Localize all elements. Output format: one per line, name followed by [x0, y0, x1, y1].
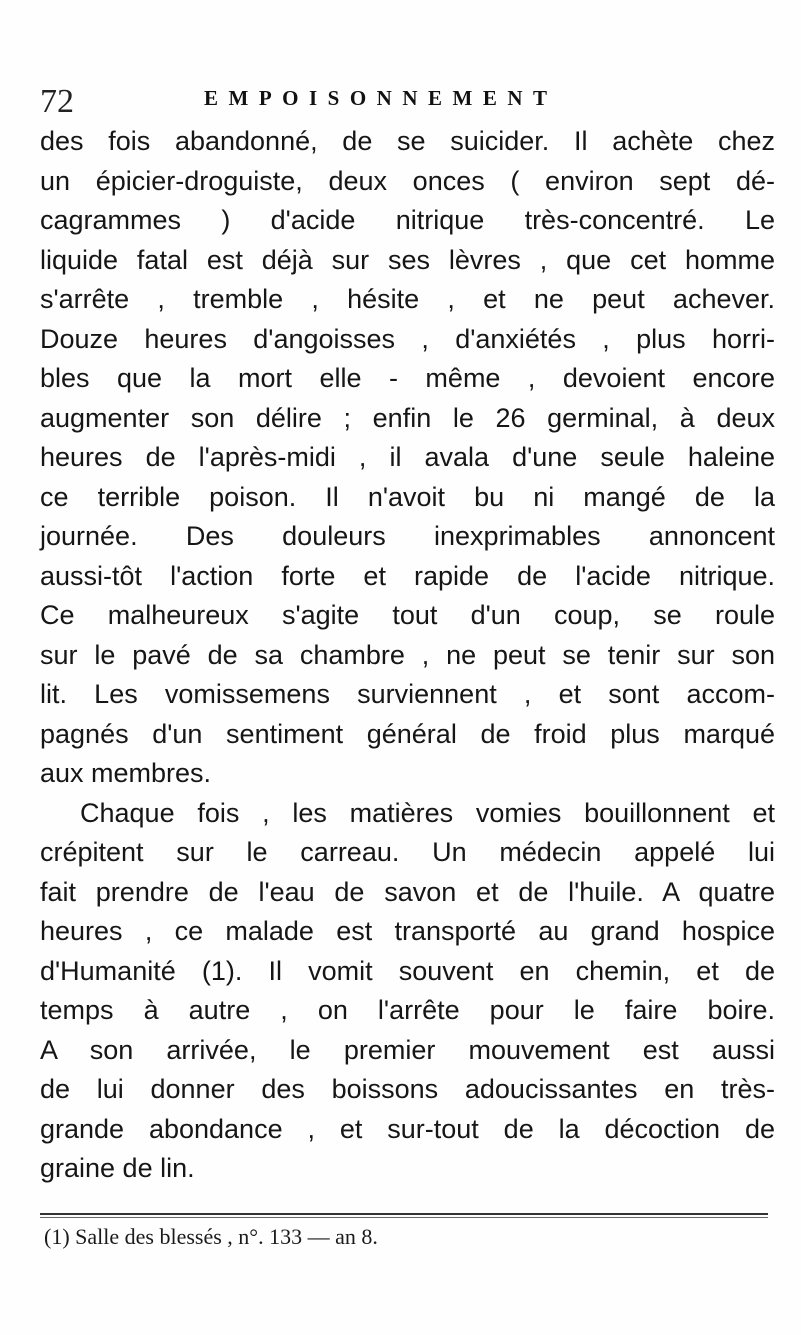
text-line: Chaque fois , les matières vomies bouillonnent et: [80, 797, 775, 828]
text-line: graine de lin.: [40, 1153, 195, 1183]
text-line: bles que la mort elle - même , devoient encore: [40, 363, 775, 393]
paragraph-1: [40, 122, 775, 794]
running-head: EMPOISONNEMENT: [204, 86, 558, 110]
paragraph-2: [40, 794, 775, 1189]
text-line: un épicier-droguiste, deux onces ( environ sept dé-: [40, 165, 775, 196]
text-line: aussi-tôt l'action forte et rapide de l'acide nitrique.: [40, 560, 775, 591]
text-line: cagrammes ) d'acide nitrique très-concentré. Le: [40, 205, 775, 235]
footnote: (1) Salle des blessés , n°. 133 — an 8.: [44, 1224, 378, 1249]
text-line: pagnés d'un sentiment général de froid plus marqué: [40, 718, 775, 749]
page-header: [40, 82, 780, 122]
text-line: temps à autre , on l'arrête pour le faire boire.: [40, 995, 775, 1025]
text-line: de lui donner des boissons adoucissantes en très-: [40, 1074, 775, 1104]
text-line: augmenter son délire ; enfin le 26 germinal, à deux: [40, 402, 775, 433]
text-line: heures , ce malade est transporté au grand hospice: [40, 916, 775, 946]
text-line: s'arrête , tremble , hésite , et ne peut achever.: [40, 284, 775, 314]
text-line: des fois abandonné, de se suicider. Il achète chez: [40, 126, 775, 156]
text-line: d'Humanité (1). Il vomit souvent en chemin, et de: [40, 955, 775, 986]
text-line: grande abondance , et sur-tout de la décoction de: [40, 1113, 775, 1144]
footnote-rule-thin: [40, 1217, 768, 1218]
text-line: heures de l'après-midi , il avala d'une seule haleine: [40, 442, 775, 472]
text-line: liquide fatal est déjà sur ses lèvres , que cet homme: [40, 244, 775, 275]
text-line: crépitent sur le carreau. Un médecin appelé lui: [40, 837, 775, 867]
body-text: [40, 122, 775, 1189]
footnote-rule: [40, 1213, 768, 1215]
text-line: sur le pavé de sa chambre , ne peut se tenir sur son: [40, 639, 775, 670]
text-line: A son arrivée, le premier mouvement est aussi: [40, 1034, 775, 1065]
text-line: lit. Les vomissemens surviennent , et sont accom-: [40, 679, 775, 709]
text-line: ce terrible poison. Il n'avoit bu ni mangé de la: [40, 481, 775, 512]
text-line: aux membres.: [40, 758, 212, 788]
text-line: Ce malheureux s'agite tout d'un coup, se roule: [40, 600, 775, 630]
page-number: 72: [40, 83, 74, 120]
text-line: fait prendre de l'eau de savon et de l'huile. A quatre: [40, 876, 775, 907]
text-line: journée. Des douleurs inexprimables annoncent: [40, 521, 775, 551]
text-line: Douze heures d'angoisses , d'anxiétés , plus horri-: [40, 323, 775, 354]
